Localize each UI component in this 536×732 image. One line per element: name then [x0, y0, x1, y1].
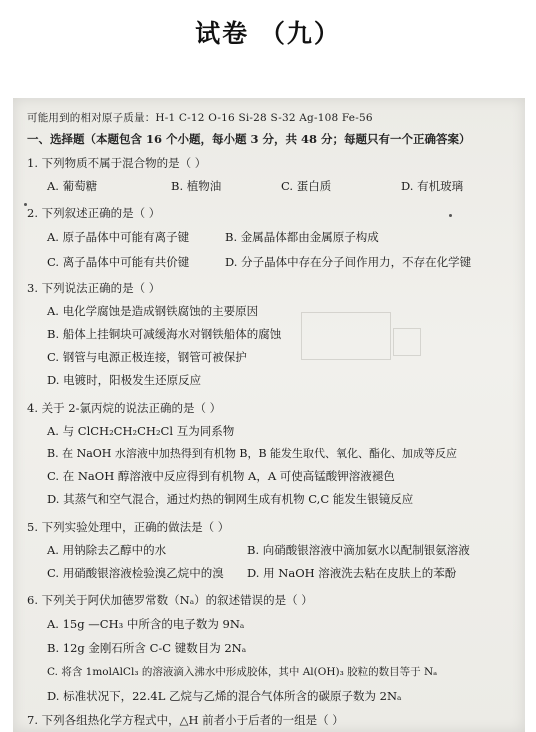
- question-4-option-a: A. 与 ClCH₂CH₂CH₂Cl 互为同系物: [47, 424, 235, 438]
- bleed-through-box: [301, 312, 391, 360]
- question-6-stem: 6. 下列关于阿伏加德罗常数（Nₐ）的叙述错误的是（ ）: [27, 593, 313, 607]
- scanned-exam-page: [13, 98, 525, 732]
- question-4-option-d: D. 其蒸气和空气混合，通过灼热的铜网生成有机物 C,C 能发生银镜反应: [47, 492, 414, 506]
- question-5-option-d: D. 用 NaOH 溶液洗去粘在皮肤上的苯酚: [247, 566, 457, 580]
- ink-dot: [449, 214, 452, 217]
- question-2-option-c: C. 离子晶体中可能有共价键: [47, 255, 190, 269]
- question-4-option-b: B. 在 NaOH 水溶液中加热得到有机物 B，B 能发生取代、氧化、酯化、加成等反应: [47, 447, 458, 460]
- page-title: 试卷 （九）: [195, 19, 341, 48]
- question-4-stem: 4. 关于 2-氯丙烷的说法正确的是（ ）: [27, 401, 222, 415]
- question-3-option-a: A. 电化学腐蚀是造成钢铁腐蚀的主要原因: [47, 304, 259, 318]
- question-7-stem: 7. 下列各组热化学方程式中，△H 前者小于后者的一组是（ ）: [27, 713, 344, 727]
- question-1-option-c: C. 蛋白质: [281, 179, 332, 193]
- question-6-option-d: D. 标准状况下，22.4L 乙烷与乙烯的混合气体所含的碳原子数为 2Nₐ: [47, 689, 402, 703]
- question-3-option-b: B. 船体上挂铜块可减缓海水对钢铁船体的腐蚀: [47, 327, 282, 341]
- atomic-mass-header: 可能用到的相对原子质量：H-1 C-12 O-16 Si-28 S-32 Ag-108 Fe-56: [27, 112, 373, 124]
- question-3-option-c: C. 钢管与电源正极连接，钢管可被保护: [47, 350, 247, 364]
- question-2-option-a: A. 原子晶体中可能有离子键: [47, 230, 190, 244]
- question-6-option-a: A. 15g —CH₃ 中所含的电子数为 9Nₐ: [47, 617, 245, 631]
- question-2-stem: 2. 下列叙述正确的是（ ）: [27, 206, 161, 220]
- question-5-option-b: B. 向硝酸银溶液中滴加氨水以配制银氨溶液: [247, 543, 470, 557]
- question-2-option-d: D. 分子晶体中存在分子间作用力，不存在化学键: [225, 255, 472, 269]
- bleed-through-box-small: [393, 328, 421, 356]
- section-heading: 一、选择题（本题包含 16 个小题，每小题 3 分，共 48 分；每题只有一个正确答案）: [27, 132, 471, 146]
- question-3-stem: 3. 下列说法正确的是（ ）: [27, 281, 161, 295]
- question-1-option-b: B. 植物油: [171, 179, 222, 193]
- question-3-option-d: D. 电镀时，阳极发生还原反应: [47, 373, 202, 387]
- question-2-option-b: B. 金属晶体都由金属原子构成: [225, 230, 379, 244]
- question-5-stem: 5. 下列实验处理中，正确的做法是（ ）: [27, 520, 230, 534]
- question-5-option-a: A. 用钠除去乙醇中的水: [47, 543, 167, 557]
- question-6-option-b: B. 12g 金刚石所含 C-C 键数目为 2Nₐ: [47, 641, 247, 655]
- question-4-option-c: C. 在 NaOH 醇溶液中反应得到有机物 A，A 可使高锰酸钾溶液褪色: [47, 469, 395, 483]
- question-5-option-c: C. 用硝酸银溶液检验溴乙烷中的溴: [47, 566, 224, 580]
- question-1-option-d: D. 有机玻璃: [401, 179, 464, 193]
- question-6-option-c: C. 将含 1molAlCl₃ 的溶液滴入沸水中形成胶体，其中 Al(OH)₃ 胶粒的数目等于 Nₐ: [47, 666, 438, 678]
- question-1-option-a: A. 葡萄糖: [47, 179, 98, 193]
- question-1-stem: 1. 下列物质不属于混合物的是（ ）: [27, 156, 207, 170]
